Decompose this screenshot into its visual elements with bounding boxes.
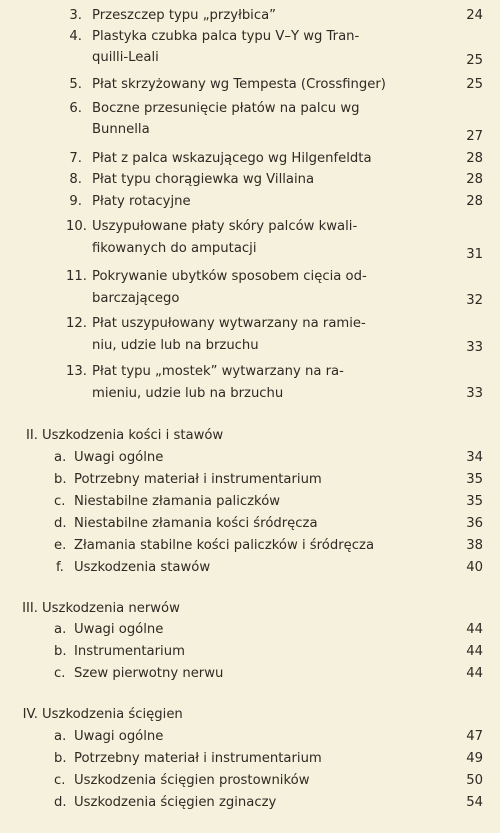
entry-number: 3.	[69, 8, 82, 23]
item-letter: a.	[54, 450, 67, 465]
item-page: 49	[466, 751, 483, 766]
entry-number: 7.	[69, 151, 82, 166]
entry-title: Płat z palca wskazującego wg Hilgenfeldta	[92, 151, 372, 166]
entry-title: Plastyka czubka palca typu V–Y wg Tran-	[92, 29, 360, 44]
entry-number: 8.	[69, 172, 82, 187]
item-letter: a.	[54, 622, 67, 637]
entry-page: 33	[466, 386, 483, 401]
entry-number: 13.	[66, 364, 87, 379]
item-page: 36	[466, 516, 483, 531]
entry-title: Pokrywanie ubytków sposobem cięcia od-	[92, 269, 367, 284]
entry-number: 9.	[69, 194, 82, 209]
item-page: 35	[466, 472, 483, 487]
item-title: Potrzebny materiał i instrumentarium	[74, 472, 322, 487]
entry-page: 28	[466, 151, 483, 166]
entry-title-cont: quilli-Leali	[92, 50, 159, 65]
entry-title: Boczne przesunięcie płatów na palcu wg	[92, 101, 360, 116]
item-letter: b.	[54, 751, 67, 766]
item-title: Niestabilne złamania kości śródręcza	[74, 516, 318, 531]
entry-page: 33	[466, 340, 483, 355]
item-title: Uszkodzenia stawów	[74, 560, 211, 575]
item-title: Potrzebny materiał i instrumentarium	[74, 751, 322, 766]
entry-title: Płat skrzyżowany wg Tempesta (Crossfinger)	[92, 77, 386, 92]
item-page: 54	[466, 795, 483, 810]
entry-title: Płat uszypułowany wytwarzany na ramie-	[92, 316, 366, 331]
entry-number: 5.	[69, 77, 82, 92]
entry-number: 10.	[66, 219, 87, 234]
item-title: Uszkodzenia ścięgien zginaczy	[74, 795, 277, 810]
entry-page: 28	[466, 172, 483, 187]
entry-number: 4.	[69, 29, 82, 44]
item-letter: c.	[54, 666, 66, 681]
entry-page: 25	[466, 77, 483, 92]
section-title: Uszkodzenia nerwów	[42, 601, 180, 616]
item-title: Uszkodzenia ścięgien prostowników	[74, 773, 310, 788]
entry-title: Uszypułowane płaty skóry palców kwali-	[92, 219, 358, 234]
item-letter: d.	[54, 795, 67, 810]
item-letter: b.	[54, 644, 67, 659]
item-title: Niestabilne złamania paliczków	[74, 494, 281, 509]
item-letter: e.	[54, 538, 67, 553]
entry-title-cont: niu, udzie lub na brzuchu	[92, 338, 259, 353]
entry-title: Płaty rotacyjne	[92, 194, 191, 209]
section-number: II.	[26, 428, 38, 443]
entry-number: 6.	[69, 101, 82, 116]
item-page: 34	[466, 450, 483, 465]
item-page: 50	[466, 773, 483, 788]
section-number: III.	[22, 601, 38, 616]
item-page: 44	[466, 644, 483, 659]
entry-page: 24	[466, 8, 483, 23]
section-title: Uszkodzenia kości i stawów	[42, 428, 224, 443]
section-title: Uszkodzenia ścięgien	[42, 707, 183, 722]
item-title: Uwagi ogólne	[74, 729, 164, 744]
entry-title-cont: barczającego	[92, 291, 180, 306]
entry-title: Płat typu chorągiewka wg Villaina	[92, 172, 315, 187]
item-page: 38	[466, 538, 483, 553]
entry-page: 25	[466, 53, 483, 68]
entry-page: 27	[466, 129, 483, 144]
item-page: 44	[466, 622, 483, 637]
entry-title-cont: mieniu, udzie lub na brzuchu	[92, 386, 284, 401]
entry-number: 12.	[66, 316, 87, 331]
item-page: 40	[466, 560, 483, 575]
entry-number: 11.	[66, 269, 87, 284]
item-title: Uwagi ogólne	[74, 622, 164, 637]
item-title: Złamania stabilne kości paliczków i śródręcza	[74, 538, 375, 553]
entry-page: 31	[466, 247, 483, 262]
entry-title-cont: Bunnella	[92, 122, 150, 137]
item-letter: c.	[54, 494, 66, 509]
entry-page: 32	[466, 293, 483, 308]
item-title: Szew pierwotny nerwu	[74, 666, 224, 681]
section-number: IV.	[22, 707, 38, 722]
item-title: Instrumentarium	[74, 644, 185, 659]
item-letter: d.	[54, 516, 67, 531]
item-page: 44	[466, 666, 483, 681]
item-letter: c.	[54, 773, 66, 788]
item-letter: f.	[56, 560, 64, 575]
entry-title: Przeszczep typu „przyłbica”	[92, 8, 277, 23]
entry-page: 28	[466, 194, 483, 209]
entry-title: Płat typu „mostek” wytwarzany na ra-	[92, 364, 344, 379]
item-page: 35	[466, 494, 483, 509]
entry-title-cont: fikowanych do amputacji	[92, 241, 257, 256]
item-letter: a.	[54, 729, 67, 744]
item-letter: b.	[54, 472, 67, 487]
item-title: Uwagi ogólne	[74, 450, 164, 465]
item-page: 47	[466, 729, 483, 744]
